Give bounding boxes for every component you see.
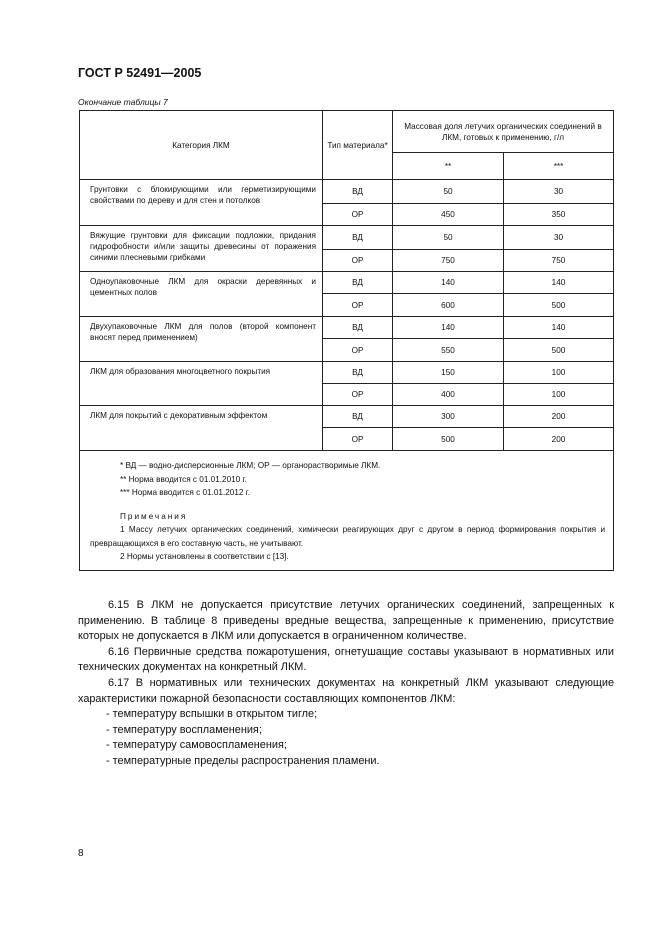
note-1: 1 Массу летучих органических соединений, химически реагирующих друг с другом в период формирования покрытия и превращающихся в его составную часть, не учитывают. — [90, 525, 606, 548]
voc-table — [79, 110, 614, 571]
value-cell: 450 — [393, 204, 504, 226]
value-cell: 150 — [393, 362, 504, 384]
value-cell: 500 — [504, 339, 614, 362]
category-cell: Грунтовки с блокирующими или герметизирующими свойствами по дереву и для стен и потолков — [80, 180, 323, 226]
type-cell: ОР — [323, 428, 393, 451]
value-cell: 140 — [393, 317, 504, 339]
type-cell: ОР — [323, 294, 393, 317]
value-cell: 750 — [393, 250, 504, 272]
note-2: 2 Нормы установлены в соответствии с [13]. — [120, 552, 289, 561]
value-cell: 400 — [393, 384, 504, 406]
type-cell: ОР — [323, 339, 393, 362]
type-cell: ВД — [323, 226, 393, 250]
type-cell: ОР — [323, 250, 393, 272]
table-footnotes — [80, 451, 614, 571]
type-cell: ВД — [323, 362, 393, 384]
paragraph-6-16: 6.16 Первичные средства пожаротушения, огнетушащие составы указывают в нормативных или технических документах на конкретный ЛКМ. — [78, 645, 614, 674]
table-row — [80, 226, 614, 250]
document-header: ГОСТ Р 52491—2005 — [78, 66, 202, 80]
table-caption: Окончание таблицы 7 — [78, 97, 168, 107]
table-row — [80, 180, 614, 204]
list-item: - температуру самовоспламенения; — [106, 739, 287, 752]
type-cell: ОР — [323, 384, 393, 406]
value-cell: 500 — [393, 428, 504, 451]
list-item: - температуру вспышки в открытом тигле; — [106, 708, 318, 721]
header-category: Категория ЛКМ — [80, 111, 323, 180]
value-cell: 100 — [504, 362, 614, 384]
body-text — [78, 598, 614, 770]
category-cell: ЛКМ для покрытий с декоративным эффектом — [80, 406, 323, 451]
type-cell: ВД — [323, 317, 393, 339]
table-row — [80, 272, 614, 294]
footnote-1: * ВД — водно-дисперсионные ЛКМ; ОР — органорастворимые ЛКМ. — [120, 461, 381, 470]
type-cell: ВД — [323, 180, 393, 204]
category-cell: Одноупаковочные ЛКМ для окраски деревянных и цементных полов — [80, 272, 323, 317]
paragraph-6-17: 6.17 В нормативных или технических документах на конкретный ЛКМ указывают следующие характеристики пожарной безопасности составляющих компонентов ЛКМ: — [78, 676, 614, 705]
type-cell: ОР — [323, 204, 393, 226]
value-cell: 600 — [393, 294, 504, 317]
value-cell: 750 — [504, 250, 614, 272]
type-cell: ВД — [323, 272, 393, 294]
value-cell: 50 — [393, 226, 504, 250]
value-cell: 140 — [504, 317, 614, 339]
value-cell: 200 — [504, 406, 614, 428]
list-item: - температурные пределы распространения пламени. — [106, 754, 380, 767]
table-row — [80, 406, 614, 428]
value-cell: 30 — [504, 180, 614, 204]
list-item: - температуру воспламенения; — [106, 723, 262, 736]
paragraph-6-15: 6.15 В ЛКМ не допускается присутствие летучих органических соединений, запрещенных к применению. В таблице 8 приведены вредные вещества, запрещенные к применению, присутствие которых не допускается в ЛКМ или допускается в ограниченном количестве. — [78, 599, 614, 643]
value-cell: 500 — [504, 294, 614, 317]
category-cell: Вяжущие грунтовки для фиксации подложки, придания гидрофобности и/или защиты древесины от поражения синими плесневыми грибками — [80, 226, 323, 272]
value-cell: 300 — [393, 406, 504, 428]
header-sub2: *** — [504, 153, 614, 180]
value-cell: 100 — [504, 384, 614, 406]
value-cell: 140 — [393, 272, 504, 294]
category-cell: ЛКМ для образования многоцветного покрытия — [80, 362, 323, 406]
table-row — [80, 317, 614, 339]
type-cell: ВД — [323, 406, 393, 428]
value-cell: 350 — [504, 204, 614, 226]
value-cell: 550 — [393, 339, 504, 362]
table-row — [80, 362, 614, 384]
value-cell: 200 — [504, 428, 614, 451]
page-number: 8 — [78, 848, 84, 859]
footnote-2: ** Норма вводится с 01.01.2010 г. — [120, 474, 247, 484]
value-cell: 30 — [504, 226, 614, 250]
footnote-3: *** Норма вводится с 01.01.2012 г. — [120, 488, 250, 497]
header-mass: Массовая доля летучих органических соединений в ЛКМ, готовых к применению, г/л — [393, 111, 614, 153]
header-sub1: ** — [393, 153, 504, 180]
header-type: Тип материала* — [323, 111, 393, 180]
value-cell: 140 — [504, 272, 614, 294]
notes-title: Примечания — [120, 511, 188, 521]
category-cell: Двухупаковочные ЛКМ для полов (второй компонент вносят перед применением) — [80, 317, 323, 362]
value-cell: 50 — [393, 180, 504, 204]
